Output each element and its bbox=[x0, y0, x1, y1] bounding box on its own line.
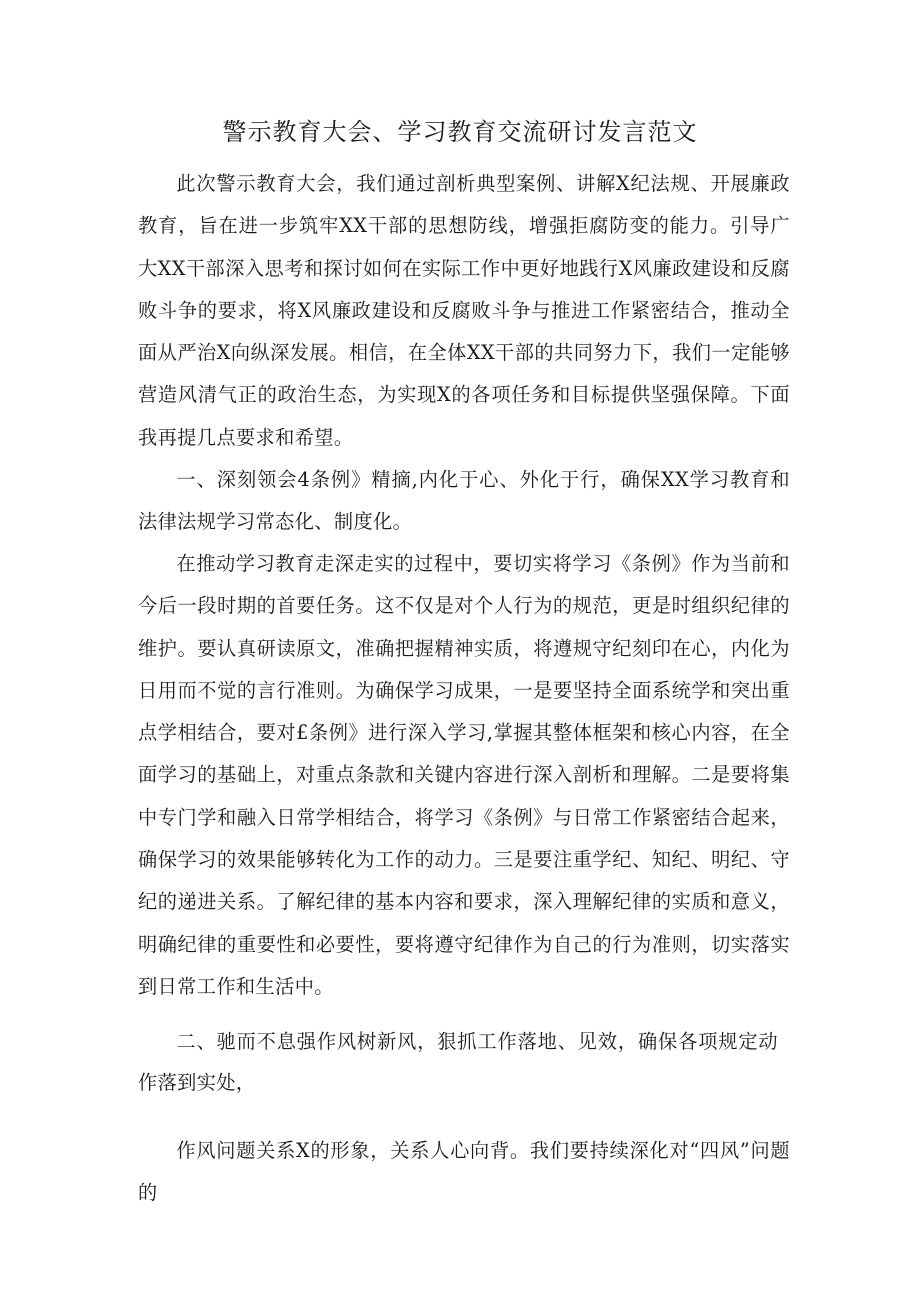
document-title: 警示教育大会、学习教育交流研讨发言范文 bbox=[222, 118, 698, 146]
paragraph-section-one-body: 在推动学习教育走深走实的过程中，要切实将学习《条例》作为当前和今后一段时期的首要任务。这不仅是对个人行为的规范，更是时组织纪律的维护。要认真研读原文，准确把握精神实质，将遵规守纪刻印在心，内化为日用而不觉的言行准则。为确保学习成果，一是要坚持全面系统学和突出重点学相结合，要对£条例》进行深入学习,掌握其整体框架和核心内容，在全面学习的基础上，对重点条款和关键内容进行深入剖析和理解。二是要将集中专门学和融入日常学相结合，将学习《条例》与日常工作紧密结合起来，确保学习的效果能够转化为工作的动力。三是要注重学纪、知纪、明纪、守纪的递进关系。了解纪律的基本内容和要求，深入理解纪律的实质和意义，明确纪律的重要性和必要性，要将遵守纪律作为自己的行为准则，切实落实到日常工作和生活中。 bbox=[138, 552, 790, 998]
paragraph-section-two-body: 作风问题关系X的形象，关系人心向背。我们要持续深化对“四风”问题的 bbox=[138, 1139, 790, 1205]
section-heading-one: 一、深刻领会4条例》精摘,内化于心、外化于行，确保XX学习教育和法律法规学习常态化、制度化。 bbox=[138, 468, 790, 534]
section-heading-two: 二、驰而不息强作风树新风，狠抓工作落地、见效，确保各项规定动作落到实处， bbox=[138, 1030, 778, 1094]
paragraph-intro: 此次警示教育大会，我们通过剖析典型案例、讲解X纪法规、开展廉政教育，旨在进一步筑牢XX干部的思想防线，增强拒腐防变的能力。引导广大XX干部深入思考和探讨如何在实际工作中更好地践行X风廉政建设和反腐败斗争的要求，将X风廉政建设和反腐败斗争与推进工作紧密结合，推动全面从严治X向纵深发展。相信，在全体XX干部的共同努力下，我们一定能够营造风清气正的政治生态，为实现X的各项任务和目标提供坚强保障。下面我再提几点要求和希望。 bbox=[138, 172, 790, 449]
